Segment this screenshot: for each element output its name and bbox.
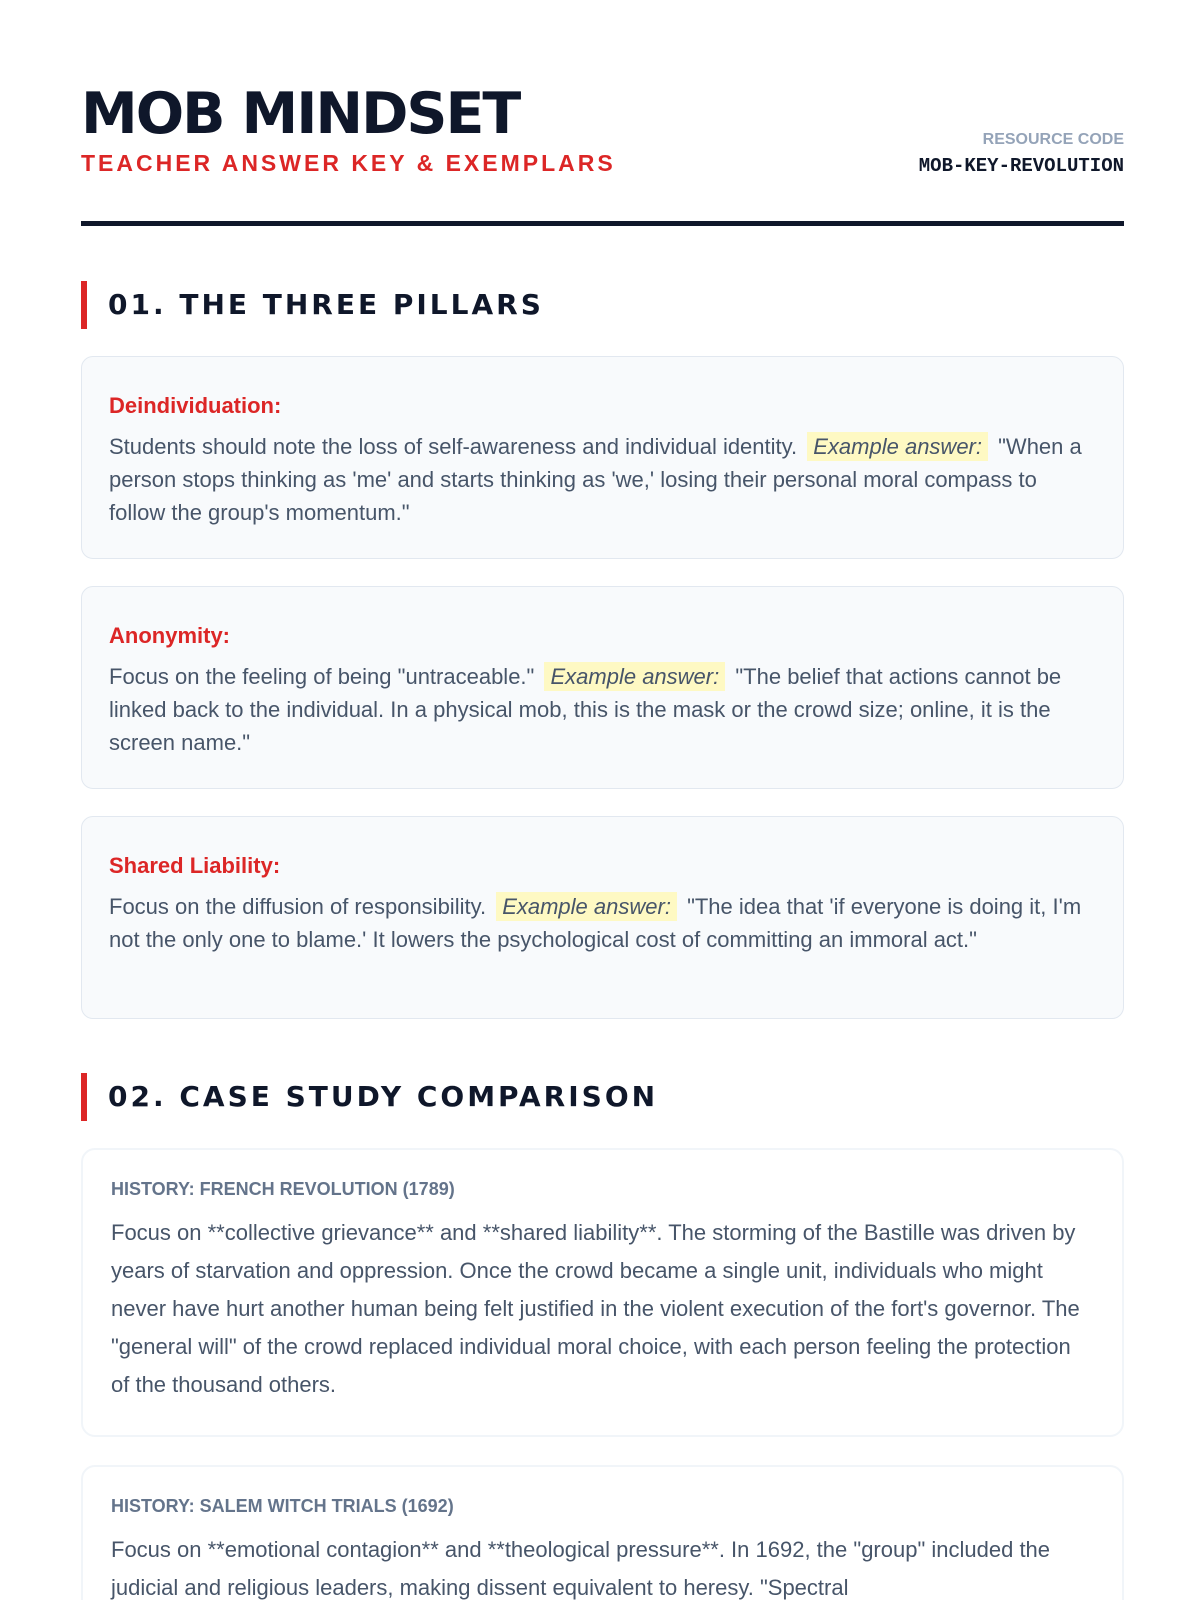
pillar-description [109,890,1096,956]
section-heading-pillars [81,281,1124,329]
pillar-example: "When a person stops thinking as 'me' and starts thinking as 'we,' losing their personal moral compass to follow the group's momentum." [109,434,1082,525]
section-heading-case-study [81,1073,1124,1121]
resource-code-label: RESOURCE CODE [982,131,1124,148]
pillar-lead: Focus on the feeling of being "untraceable." [109,664,535,689]
case-study-label: HISTORY: FRENCH REVOLUTION (1789) [111,1179,455,1199]
page-content [81,0,1124,1600]
header-divider [81,221,1124,226]
section-accent-bar [81,281,87,329]
pillar-card-deindividuation [81,356,1124,559]
pillar-example: "The belief that actions cannot be linked back to the individual. In a physical mob, this is the mask or the crowd size; online, it is the screen name." [109,664,1062,755]
example-answer-label: Example answer: [544,662,725,691]
case-study-card-french-revolution [81,1148,1124,1437]
section-title: 02. CASE STUDY COMPARISON [108,1080,659,1113]
pillar-name: Deindividuation: [109,393,282,418]
example-answer-label: Example answer: [807,432,988,461]
pillar-lead: Focus on the diffusion of responsibility. [109,894,487,919]
pillar-example: "The idea that 'if everyone is doing it, I'm not the only one to blame.' It lowers the psychological cost of committing an immoral act." [109,894,1082,952]
case-study-card-salem-witch-trials [81,1465,1124,1600]
pillar-description [109,430,1096,529]
example-answer-label: Example answer: [496,892,677,921]
section-accent-bar [81,1073,87,1121]
pillar-name: Anonymity: [109,623,230,648]
page-header [81,0,1124,226]
section-title: 01. THE THREE PILLARS [108,288,544,321]
pillar-lead: Students should note the loss of self-awareness and individual identity. [109,434,798,459]
page-title: MOB MINDSET [81,81,520,147]
case-study-text: Focus on **emotional contagion** and **theological pressure**. In 1692, the "group" included the judicial and religious leaders, making dissent equivalent to heresy. "Spectral [111,1537,1051,1600]
pillar-name: Shared Liability: [109,853,281,878]
case-study-label: HISTORY: SALEM WITCH TRIALS (1692) [111,1496,454,1516]
page-subtitle: TEACHER ANSWER KEY & EXEMPLARS [81,150,616,176]
pillar-card-shared-liability [81,816,1124,1019]
pillar-description [109,660,1096,759]
pillar-card-anonymity [81,586,1124,789]
case-study-text: Focus on **collective grievance** and **shared liability**. The storming of the Bastille was driven by years of starvation and oppression. Once the crowd became a single unit, individuals who might never have hurt another human being felt justified in the violent execution of the fort's governor. The "general will" of the crowd replaced individual moral choice, with each person feeling the protection of the thousand others. [111,1220,1080,1397]
resource-code-value: MOB-KEY-REVOLUTION [918,155,1124,177]
